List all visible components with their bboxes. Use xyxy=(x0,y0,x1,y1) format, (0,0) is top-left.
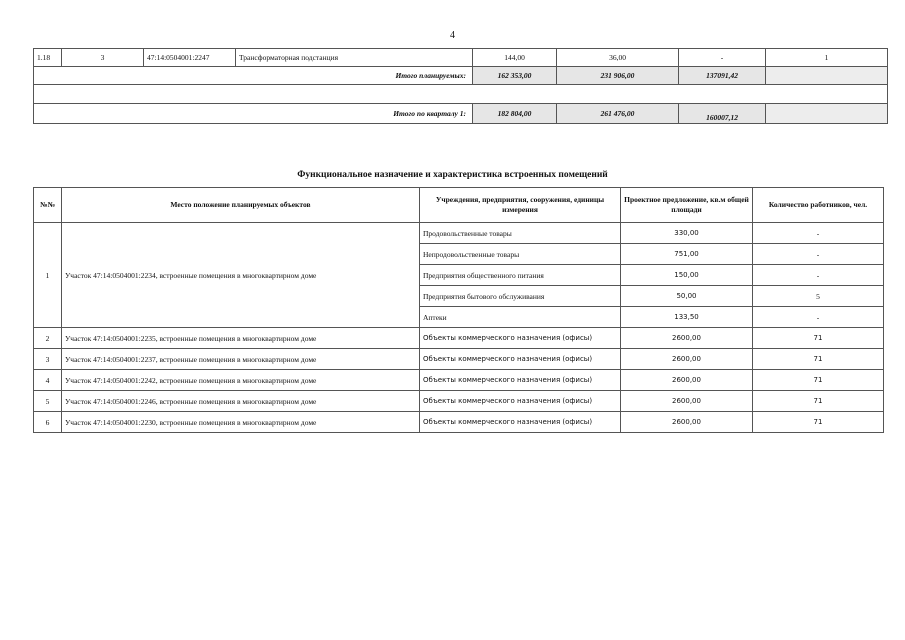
row-number: 4 xyxy=(34,370,62,391)
table-row xyxy=(34,370,884,391)
row-position: 3 xyxy=(62,49,144,67)
value-3: - xyxy=(679,49,766,67)
object-name: Трансформаторная подстанция xyxy=(236,49,473,67)
table-row xyxy=(34,391,884,412)
header-location: Место положение планируемых объектов xyxy=(62,188,420,223)
total-quarter-v1: 182 804,00 xyxy=(473,104,557,124)
table-row xyxy=(34,49,888,67)
summary-table xyxy=(33,48,888,124)
header-row xyxy=(34,188,884,223)
workers: 71 xyxy=(753,412,884,433)
empty-cell xyxy=(34,85,888,104)
row-number: 5 xyxy=(34,391,62,412)
institution: Объекты коммерческого назначения (офисы) xyxy=(420,349,621,370)
institution: Объекты коммерческого назначения (офисы) xyxy=(420,391,621,412)
workers: 71 xyxy=(753,328,884,349)
area: 2600,00 xyxy=(621,328,753,349)
area: 751,00 xyxy=(621,244,753,265)
institution: Предприятия бытового обслуживания xyxy=(420,286,621,307)
total-planned-row xyxy=(34,67,888,85)
workers: - xyxy=(753,265,884,286)
institution: Объекты коммерческого назначения (офисы) xyxy=(420,412,621,433)
location: Участок 47:14:0504001:2237, встроенные помещения в многоквартирном доме xyxy=(62,349,420,370)
location: Участок 47:14:0504001:2234, встроенные помещения в многоквартирном доме xyxy=(62,223,420,328)
total-planned-v3: 137091,42 xyxy=(679,67,766,85)
total-planned-label: Итого планируемых: xyxy=(34,67,473,85)
institution: Продовольственные товары xyxy=(420,223,621,244)
workers: - xyxy=(753,223,884,244)
location: Участок 47:14:0504001:2230, встроенные помещения в многоквартирном доме xyxy=(62,412,420,433)
workers: - xyxy=(753,244,884,265)
header-no: №№ xyxy=(34,188,62,223)
workers: 71 xyxy=(753,349,884,370)
total-quarter-v2: 261 476,00 xyxy=(557,104,679,124)
total-quarter-v3: 160007,12 xyxy=(679,104,766,124)
blank-row xyxy=(34,85,888,104)
area: 330,00 xyxy=(621,223,753,244)
empty-cell xyxy=(766,104,888,124)
total-planned-v2: 231 906,00 xyxy=(557,67,679,85)
value-2: 36,00 xyxy=(557,49,679,67)
area: 2600,00 xyxy=(621,391,753,412)
workers: 71 xyxy=(753,370,884,391)
institution: Непродовольственные товары xyxy=(420,244,621,265)
row-number: 6 xyxy=(34,412,62,433)
institution: Объекты коммерческого назначения (офисы) xyxy=(420,328,621,349)
cadastral-number: 47:14:0504001:2247 xyxy=(144,49,236,67)
area: 50,00 xyxy=(621,286,753,307)
workers: - xyxy=(753,307,884,328)
header-workers: Количество работников, чел. xyxy=(753,188,884,223)
premises-table xyxy=(33,187,884,433)
table-row xyxy=(34,412,884,433)
institution: Предприятия общественного питания xyxy=(420,265,621,286)
table-row xyxy=(34,349,884,370)
value-1: 144,00 xyxy=(473,49,557,67)
workers: 5 xyxy=(753,286,884,307)
total-quarter-label: Итого по кварталу 1: xyxy=(34,104,473,124)
total-quarter-row xyxy=(34,104,888,124)
header-institutions: Учреждения, предприятия, сооружения, единицы измерения xyxy=(420,188,621,223)
table-row xyxy=(34,223,884,244)
row-number: 1 xyxy=(34,223,62,328)
section-title: Функциональное назначение и характеристика встроенных помещений xyxy=(297,170,608,180)
area: 150,00 xyxy=(621,265,753,286)
table-row xyxy=(34,328,884,349)
page-number: 4 xyxy=(450,30,455,41)
row-number: 3 xyxy=(34,349,62,370)
location: Участок 47:14:0504001:2235, встроенные помещения в многоквартирном доме xyxy=(62,328,420,349)
area: 2600,00 xyxy=(621,370,753,391)
header-proposal: Проектное предложение, кв.м общей площади xyxy=(621,188,753,223)
empty-cell xyxy=(766,67,888,85)
location: Участок 47:14:0504001:2242, встроенные помещения в многоквартирном доме xyxy=(62,370,420,391)
row-number: 2 xyxy=(34,328,62,349)
value-4: 1 xyxy=(766,49,888,67)
location: Участок 47:14:0504001:2246, встроенные помещения в многоквартирном доме xyxy=(62,391,420,412)
institution: Объекты коммерческого назначения (офисы) xyxy=(420,370,621,391)
area: 2600,00 xyxy=(621,412,753,433)
area: 133,50 xyxy=(621,307,753,328)
row-number: 1.18 xyxy=(34,49,62,67)
institution: Аптеки xyxy=(420,307,621,328)
total-planned-v1: 162 353,00 xyxy=(473,67,557,85)
workers: 71 xyxy=(753,391,884,412)
area: 2600,00 xyxy=(621,349,753,370)
